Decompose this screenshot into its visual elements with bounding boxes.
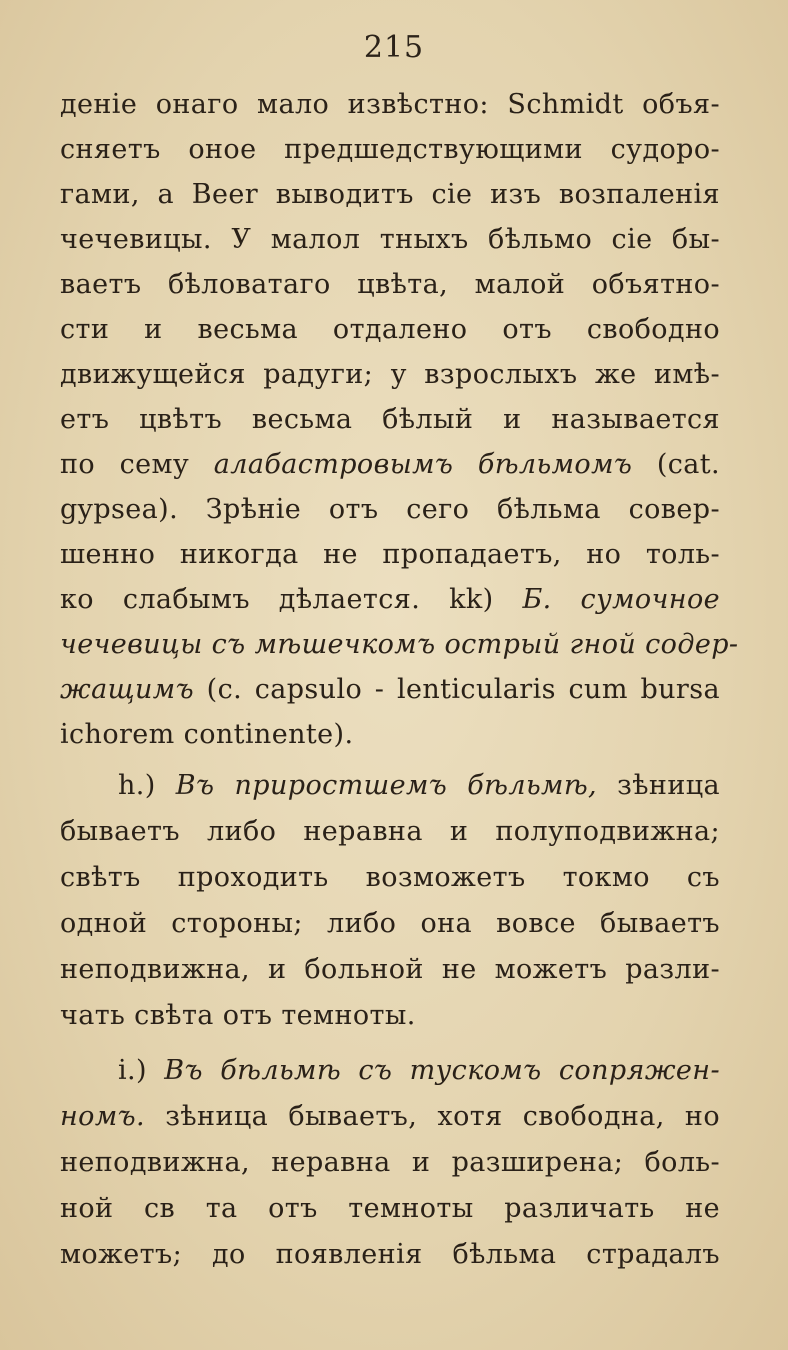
text-line xyxy=(60,809,720,855)
text-line xyxy=(60,712,720,758)
text-span: сти и весьма отдалено отъ свободно xyxy=(60,314,720,345)
text-line xyxy=(60,442,720,488)
text-span: ко слабымъ дѣлается. kk) xyxy=(60,584,523,615)
text-span: неподвижна, неравна и разширена; боль- xyxy=(60,1147,720,1178)
text-span: по сему xyxy=(60,449,214,480)
text-span: шенно никогда не пропадаетъ, но толь- xyxy=(60,539,720,570)
text-line xyxy=(60,307,720,353)
page-number: 215 xyxy=(363,30,425,65)
italic-text: жащимъ xyxy=(60,674,194,705)
text-span: етъ цвѣтъ весьма бѣлый и называется xyxy=(60,404,720,435)
text-span: (cat. xyxy=(632,449,721,480)
text-line xyxy=(60,1232,720,1278)
text-line xyxy=(60,487,720,533)
text-line xyxy=(60,262,720,308)
italic-text: Въ приростшемъ бѣльмѣ, xyxy=(175,770,598,801)
text-line xyxy=(60,577,720,623)
text-span: одной стороны; либо она вовсе бываетъ xyxy=(60,908,720,939)
text-span: движущейся радуги; у взрослыхъ же имѣ- xyxy=(60,359,720,390)
text-span: гами, а Beer выводитъ сіе изъ возпаленія xyxy=(60,179,720,210)
text-span: i.) xyxy=(118,1055,165,1086)
text-line xyxy=(60,1094,720,1140)
text-line xyxy=(60,352,720,398)
text-line xyxy=(60,532,720,578)
text-line xyxy=(60,947,720,993)
italic-text: Б. сумочное xyxy=(522,584,720,615)
text-span: gypsea). Зрѣніе отъ сего бѣльма совер- xyxy=(60,494,720,525)
text-span: чать свѣта отъ темноты. xyxy=(60,1000,416,1031)
text-span: можетъ; до появленія бѣльма страдалъ xyxy=(60,1239,720,1270)
text-span: ной св та отъ темноты различать не xyxy=(60,1193,720,1224)
text-span: бываетъ либо неравна и полуподвижна; xyxy=(60,816,720,847)
text-line xyxy=(60,1186,720,1232)
text-span: зѣница xyxy=(597,770,720,801)
text-line xyxy=(60,217,720,263)
text-span: свѣтъ проходить возможетъ токмо съ xyxy=(60,862,720,893)
text-line xyxy=(60,127,720,173)
italic-text: чечевицы съ мѣшечкомъ острый гной содер- xyxy=(60,629,739,660)
text-line xyxy=(60,855,720,901)
italic-text: Въ бѣльмѣ съ тускомъ сопряжен- xyxy=(164,1055,720,1086)
text-span: деніе онаго мало извѣстно: Schmidt объя- xyxy=(60,89,720,120)
text-span: h.) xyxy=(118,770,176,801)
text-line xyxy=(60,622,739,668)
text-span: сняетъ оное предшедствующими судоро- xyxy=(60,134,720,165)
text-span: (c. capsulo - lenticularis cum bursa xyxy=(194,674,720,705)
text-line xyxy=(60,667,720,713)
text-span: ichorem continente). xyxy=(60,719,354,750)
text-line xyxy=(60,397,720,443)
text-span: зѣница бываетъ, хотя свободна, но xyxy=(145,1101,720,1132)
text-line xyxy=(60,993,720,1039)
text-line xyxy=(60,172,720,218)
text-span: чечевицы. У малол тныхъ бѣльмо сіе бы- xyxy=(60,224,720,255)
text-span: ваетъ бѣловатаго цвѣта, малой объятно- xyxy=(60,269,720,300)
italic-text: алабастровымъ бѣльмомъ xyxy=(213,449,633,480)
text-line xyxy=(118,1048,720,1094)
text-line xyxy=(60,901,720,947)
italic-text: номъ. xyxy=(60,1101,146,1132)
text-line xyxy=(60,1140,720,1186)
text-span: неподвижна, и больной не можетъ разли- xyxy=(60,954,720,985)
text-line xyxy=(118,763,720,809)
text-line xyxy=(60,82,720,128)
